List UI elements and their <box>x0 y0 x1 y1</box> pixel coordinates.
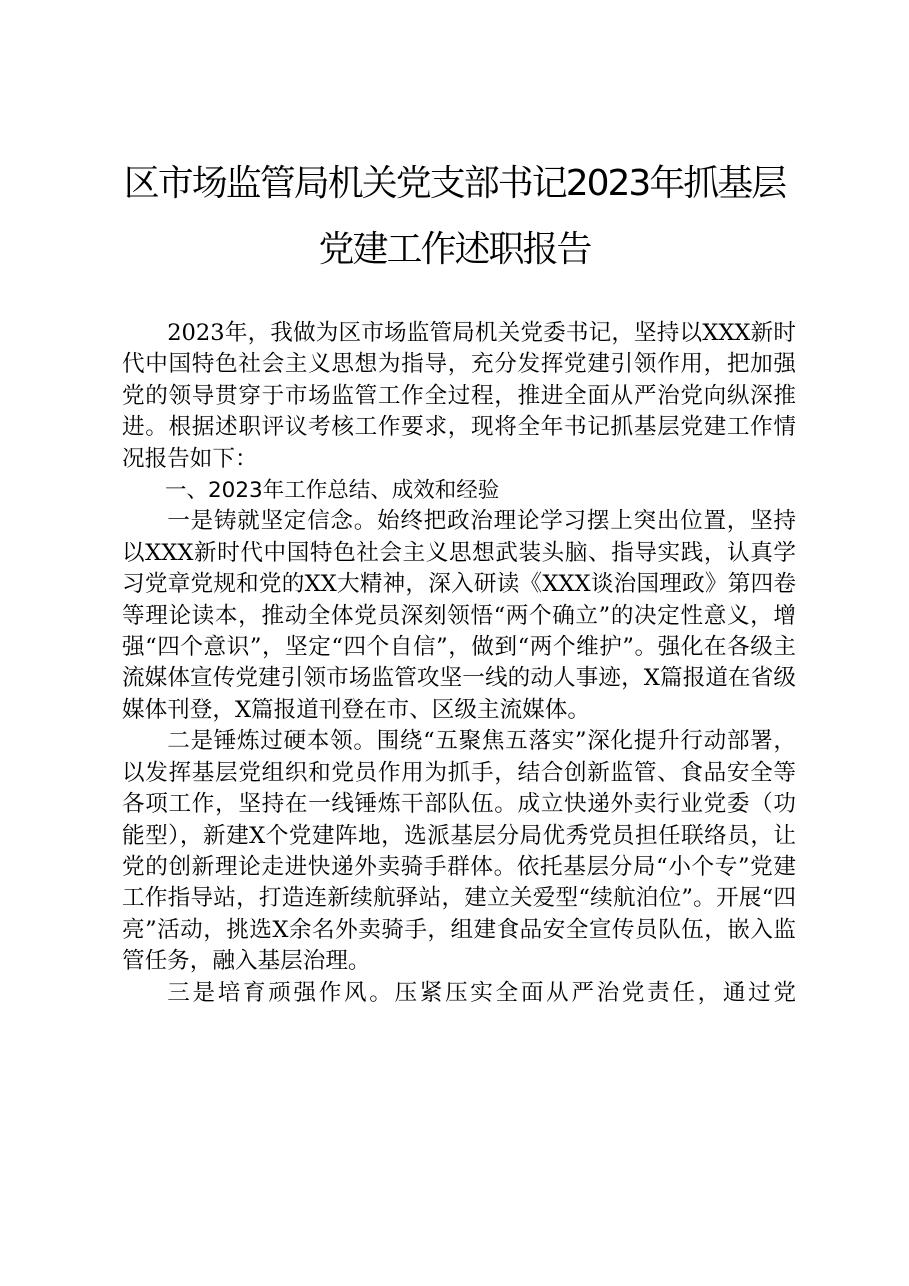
item-paragraph-2: 二是锤炼过硬本领。围绕“五聚焦五落实”深化提升行动部署，以发挥基层党组织和党员作用为抓手，结合创新监管、食品安全等各项工作，坚持在一线锤炼干部队伍。成立快递外卖行业党委（功能型），新建X个党建阵地，选派基层分局优秀党员担任联络员，让党的创新理论走进快递外卖骑手群体。依托基层分局“小个专”党建工作指导站，打造连新续航驿站，建立关爱型“续航泊位”。开展“四亮”活动，挑选X余名外卖骑手，组建食品安全宣传员队伍，嵌入监管任务，融入基层治理。 <box>122 728 796 975</box>
item-paragraph-3: 三是培育顽强作风。压紧压实全面从严治党责任，通过党 <box>167 979 796 1006</box>
section-heading: 一、2023年工作总结、成效和经验 <box>165 478 500 504</box>
document-title-line-1: 区市场监管局机关党支部书记2023年抓基层 <box>123 163 786 204</box>
document-title-line-2: 党建工作述职报告 <box>318 229 591 270</box>
intro-paragraph: 2023年，我做为区市场监管局机关党委书记，坚持以XXX新时代中国特色社会主义思想为指导，充分发挥党建引领作用，把加强党的领导贯穿于市场监管工作全过程，推进全面从严治党向纵深推进。根据述职评议考核工作要求，现将全年书记抓基层党建工作情况报告如下： <box>122 320 796 472</box>
document-body <box>122 318 796 1009</box>
item-paragraph-1: 一是铸就坚定信念。始终把政治理论学习摆上突出位置，坚持以XXX新时代中国特色社会主义思想武装头脑、指导实践，认真学习党章党规和党的XX大精神，深入研读《XXX谈治国理政》第四卷等理论读本，推动全体党员深刻领悟“两个确立”的决定性意义，增强“四个意识”，坚定“四个自信”，做到“两个维护”。强化在各级主流媒体宣传党建引领市场监管攻坚一线的动人事迹，X篇报道在省级媒体刊登，X篇报道刊登在市、区级主流媒体。 <box>122 508 796 723</box>
